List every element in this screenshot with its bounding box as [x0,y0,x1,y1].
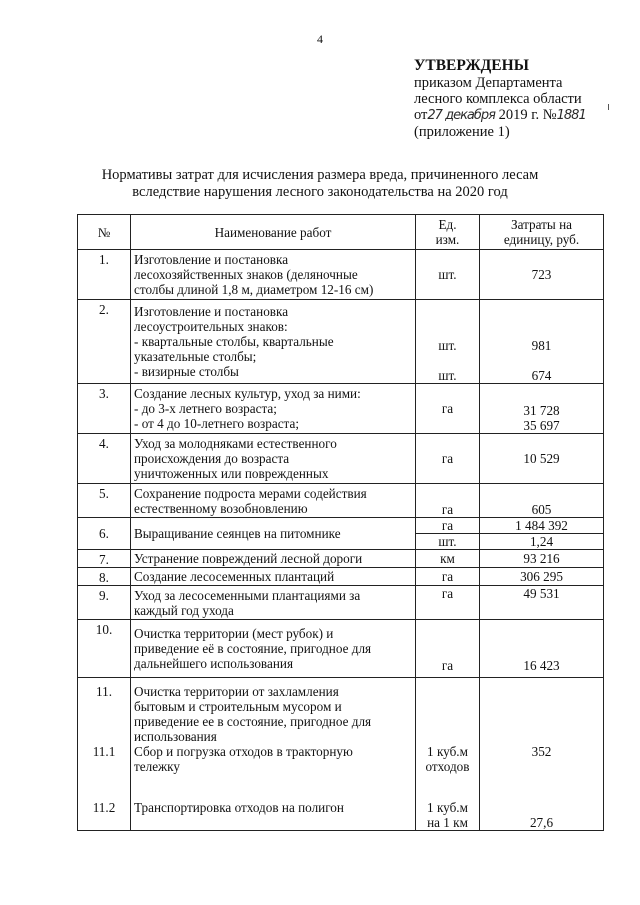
approval-line-1: приказом Департамента [414,75,563,91]
table-row: шт. 1,24 [78,534,604,550]
approval-heading: УТВЕРЖДЕНЫ [414,57,529,74]
table-row: 1. Изготовление и постановка лесохозяйственных знаков (деляночные столбы длиной 1,8 м, диаметром 12-16 см) шт. 723 [78,250,604,300]
table-row: 3. Создание лесных культур, уход за ними: - до 3-х летнего возраста; - от 4 до 10-летнего возраста; га 31 728 35 697 [78,384,604,434]
table-row: 4. Уход за молодняками естественного происхождения до возраста уничтоженных или поврежденных га 10 529 [78,434,604,484]
table-row: 9. Уход за лесосеменными плантациями за каждый год ухода га 49 531 [78,586,604,620]
table-row: 5. Сохранение подроста мерами содействия естественному возобновлению га 605 [78,484,604,518]
title-line-2: вследствие нарушения лесного законодательства на 2020 год [132,184,508,200]
handwritten-number: 1881 [556,108,586,123]
title-line-1: Нормативы затрат для исчисления размера вреда, причиненного лесам [101,167,539,183]
table-row: 10. Очистка территории (мест рубок) и приведение её в состояние, пригодное для дальнейшего использования га 16 423 [78,620,604,678]
approval-date-line: от27 декабря 2019 г. №1881 [414,107,586,123]
approval-line-2: лесного комплекса области [414,91,582,107]
approval-block [414,58,634,140]
table-row: 6. Выращивание сеянцев на питомнике га 1 484 392 [78,518,604,534]
table-row: 2. Изготовление и постановка лесоустроительных знаков: - квартальные столбы, квартальные указательные столбы; - визирные столбы шт. шт. 981 674 [78,300,604,384]
table-row: 8. Создание лесосеменных плантаций га 306 295 [78,568,604,586]
header-unit: Ед. изм. [416,215,480,250]
approval-appendix: (приложение 1) [414,124,510,140]
document-title [60,167,580,201]
handwritten-date: 27 декабря [427,108,495,123]
header-num: № [78,215,131,250]
page-number: 4 [317,32,323,46]
table-header-row [78,215,604,250]
header-cost: Затраты на единицу, руб. [480,215,604,250]
cost-norms-table [77,214,604,831]
header-name: Наименование работ [131,215,416,250]
table-row: 7. Устранение повреждений лесной дороги км 93 216 [78,550,604,568]
table-row: 11. 11.1 11.2 Очистка территории от захламления бытовым и строительным мусором и приведение ее в состояние, пригодное для использования Сбор и погрузка отходов в тракторную тележку Транспортировка отходов на полигон 1 куб.м отходов 1 куб.м на 1 км 352 27,6 [78,678,604,831]
